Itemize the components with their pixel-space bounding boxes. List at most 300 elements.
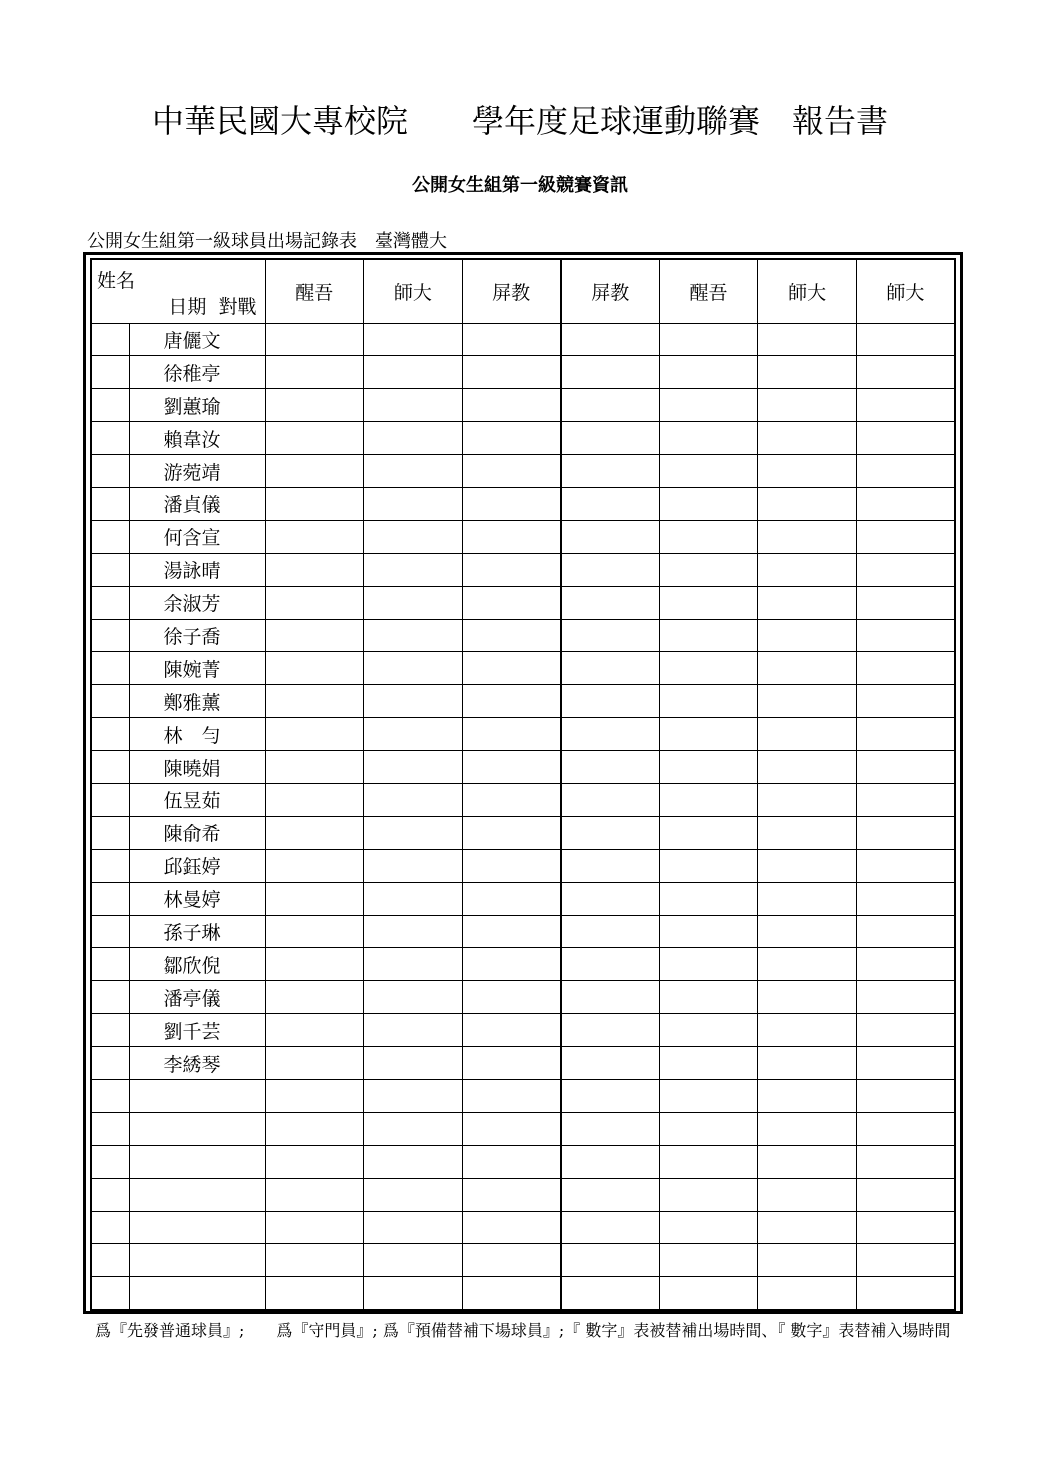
player-name-cell: 伍昱茹 <box>129 783 265 816</box>
appearance-cell[interactable] <box>659 816 758 849</box>
appearance-cell[interactable] <box>856 718 955 751</box>
appearance-cell[interactable] <box>462 718 561 751</box>
appearance-cell[interactable] <box>856 422 955 455</box>
row-mark-cell[interactable] <box>91 685 129 718</box>
appearance-cell[interactable] <box>659 487 758 520</box>
player-name-cell: 余淑芳 <box>129 586 265 619</box>
appearance-cell[interactable] <box>265 915 364 948</box>
appearance-cell[interactable] <box>462 849 561 882</box>
appearance-cell[interactable] <box>659 882 758 915</box>
row-mark-cell[interactable] <box>91 1014 129 1047</box>
appearance-cell[interactable] <box>856 1014 955 1047</box>
appearance-cell[interactable] <box>561 751 660 784</box>
row-mark-cell[interactable] <box>91 1277 129 1310</box>
appearance-cell[interactable] <box>265 619 364 652</box>
appearance-cell[interactable] <box>561 356 660 389</box>
appearance-cell[interactable] <box>462 816 561 849</box>
table-row <box>91 816 955 849</box>
appearance-cell[interactable] <box>561 1145 660 1178</box>
table-row <box>91 619 955 652</box>
appearance-cell[interactable] <box>265 356 364 389</box>
table-row <box>91 948 955 981</box>
player-name-cell: 游菀靖 <box>129 455 265 488</box>
table-row <box>91 1277 955 1310</box>
appearance-cell[interactable] <box>758 1112 857 1145</box>
appearance-cell[interactable] <box>364 487 463 520</box>
appearance-cell[interactable] <box>758 520 857 553</box>
appearance-cell[interactable] <box>462 915 561 948</box>
appearance-cell[interactable] <box>462 586 561 619</box>
appearance-cell[interactable] <box>758 849 857 882</box>
table-row <box>91 783 955 816</box>
table-row <box>91 1145 955 1178</box>
appearance-cell[interactable] <box>265 1178 364 1211</box>
table-caption: 公開女生組第一級球員出場記錄表 臺灣體大 <box>87 231 447 252</box>
header-date-opponent-label: 日期 對戰 <box>168 295 257 318</box>
appearance-cell[interactable] <box>561 389 660 422</box>
row-mark-cell[interactable] <box>91 323 129 356</box>
header-name-date-cell <box>91 259 265 323</box>
appearance-cell[interactable] <box>364 915 463 948</box>
table-row <box>91 1112 955 1145</box>
appearance-cell[interactable] <box>856 751 955 784</box>
player-name-cell: 劉蕙瑜 <box>129 389 265 422</box>
appearance-cell[interactable] <box>659 948 758 981</box>
appearance-cell[interactable] <box>856 389 955 422</box>
appearance-cell[interactable] <box>856 1178 955 1211</box>
appearance-cell[interactable] <box>561 1178 660 1211</box>
appearance-cell[interactable] <box>659 520 758 553</box>
appearance-cell[interactable] <box>265 652 364 685</box>
appearance-cell[interactable] <box>265 1112 364 1145</box>
appearance-cell[interactable] <box>462 882 561 915</box>
player-name-cell <box>129 1112 265 1145</box>
appearance-cell[interactable] <box>265 487 364 520</box>
appearance-cell[interactable] <box>561 882 660 915</box>
appearance-cell[interactable] <box>462 389 561 422</box>
appearance-cell[interactable] <box>758 981 857 1014</box>
appearance-cell[interactable] <box>758 1047 857 1080</box>
appearance-cell[interactable] <box>364 389 463 422</box>
appearance-cell[interactable] <box>364 1244 463 1277</box>
appearance-cell[interactable] <box>265 882 364 915</box>
appearance-cell[interactable] <box>659 553 758 586</box>
header-name-label: 姓名 <box>97 270 136 292</box>
appearance-cell[interactable] <box>758 783 857 816</box>
appearance-cell[interactable] <box>364 1178 463 1211</box>
appearance-cell[interactable] <box>659 619 758 652</box>
appearance-cell[interactable] <box>265 586 364 619</box>
appearance-cell[interactable] <box>462 487 561 520</box>
row-mark-cell[interactable] <box>91 1079 129 1112</box>
appearance-cell[interactable] <box>659 652 758 685</box>
table-row <box>91 751 955 784</box>
appearance-cell[interactable] <box>265 1211 364 1244</box>
appearance-cell[interactable] <box>659 685 758 718</box>
row-mark-cell[interactable] <box>91 389 129 422</box>
appearance-cell[interactable] <box>364 1211 463 1244</box>
legend-footnote: 爲『先發普通球員』; 爲『守門員』; 爲『預備替補下場球員』;『 數字』表被替補出場時間、『 數字』表替補入場時間 <box>95 1321 951 1340</box>
player-name-cell: 陳曉娟 <box>129 751 265 784</box>
appearance-cell[interactable] <box>364 1277 463 1310</box>
page-title: 中華民國大專校院 學年度足球運動聯賽 報告書 <box>151 102 888 140</box>
appearance-cell[interactable] <box>561 455 660 488</box>
appearance-cell[interactable] <box>856 487 955 520</box>
row-mark-cell[interactable] <box>91 586 129 619</box>
appearance-cell[interactable] <box>561 685 660 718</box>
appearance-cell[interactable] <box>462 1047 561 1080</box>
appearance-cell[interactable] <box>364 718 463 751</box>
table-row <box>91 356 955 389</box>
appearance-cell[interactable] <box>659 981 758 1014</box>
appearance-cell[interactable] <box>758 586 857 619</box>
row-mark-cell[interactable] <box>91 553 129 586</box>
appearance-cell[interactable] <box>462 1211 561 1244</box>
appearance-cell[interactable] <box>561 948 660 981</box>
player-name-cell: 劉千芸 <box>129 1014 265 1047</box>
appearance-cell[interactable] <box>758 948 857 981</box>
appearance-cell[interactable] <box>364 849 463 882</box>
appearance-cell[interactable] <box>265 553 364 586</box>
appearance-cell[interactable] <box>561 553 660 586</box>
appearance-cell[interactable] <box>758 487 857 520</box>
table-row <box>91 1178 955 1211</box>
appearance-cell[interactable] <box>758 455 857 488</box>
appearance-cell[interactable] <box>265 685 364 718</box>
appearance-cell[interactable] <box>856 915 955 948</box>
appearance-cell[interactable] <box>561 619 660 652</box>
appearance-cell[interactable] <box>364 1047 463 1080</box>
appearance-cell[interactable] <box>758 1178 857 1211</box>
table-row <box>91 718 955 751</box>
appearance-cell[interactable] <box>659 1211 758 1244</box>
row-mark-cell[interactable] <box>91 487 129 520</box>
appearance-cell[interactable] <box>561 487 660 520</box>
appearance-cell[interactable] <box>659 1079 758 1112</box>
appearance-cell[interactable] <box>659 1277 758 1310</box>
player-name-cell: 李綉琴 <box>129 1047 265 1080</box>
appearance-cell[interactable] <box>364 1112 463 1145</box>
appearance-cell[interactable] <box>462 520 561 553</box>
appearance-cell[interactable] <box>462 1178 561 1211</box>
appearance-cell[interactable] <box>659 1014 758 1047</box>
table-row <box>91 455 955 488</box>
appearance-cell[interactable] <box>364 619 463 652</box>
appearance-cell[interactable] <box>265 718 364 751</box>
appearance-cell[interactable] <box>758 915 857 948</box>
appearance-cell[interactable] <box>561 1079 660 1112</box>
appearance-cell[interactable] <box>265 1014 364 1047</box>
row-mark-cell[interactable] <box>91 1211 129 1244</box>
appearance-cell[interactable] <box>659 586 758 619</box>
appearance-cell[interactable] <box>659 783 758 816</box>
table-header-row <box>91 259 955 323</box>
appearance-cell[interactable] <box>856 882 955 915</box>
row-mark-cell[interactable] <box>91 1178 129 1211</box>
appearance-cell[interactable] <box>758 389 857 422</box>
row-mark-cell[interactable] <box>91 1112 129 1145</box>
appearance-cell[interactable] <box>856 619 955 652</box>
appearance-cell[interactable] <box>364 520 463 553</box>
appearance-cell[interactable] <box>561 849 660 882</box>
row-mark-cell[interactable] <box>91 1145 129 1178</box>
appearance-cell[interactable] <box>561 586 660 619</box>
appearance-cell[interactable] <box>856 783 955 816</box>
appearance-cell[interactable] <box>659 323 758 356</box>
opponent-header: 屏教 <box>561 259 660 323</box>
table-row <box>91 1079 955 1112</box>
appearance-cell[interactable] <box>462 948 561 981</box>
appearance-cell[interactable] <box>364 981 463 1014</box>
appearance-cell[interactable] <box>659 915 758 948</box>
appearance-cell[interactable] <box>758 816 857 849</box>
player-name-cell <box>129 1244 265 1277</box>
player-name-cell: 林 勻 <box>129 718 265 751</box>
opponent-header: 醒吾 <box>265 259 364 323</box>
appearance-cell[interactable] <box>265 1244 364 1277</box>
row-mark-cell[interactable] <box>91 455 129 488</box>
player-name-cell <box>129 1277 265 1310</box>
appearance-cell[interactable] <box>265 816 364 849</box>
appearance-cell[interactable] <box>758 1244 857 1277</box>
appearance-cell[interactable] <box>462 1244 561 1277</box>
appearance-cell[interactable] <box>758 1079 857 1112</box>
appearance-cell[interactable] <box>265 1047 364 1080</box>
appearance-cell[interactable] <box>758 718 857 751</box>
appearance-cell[interactable] <box>561 783 660 816</box>
player-name-cell <box>129 1178 265 1211</box>
appearance-cell[interactable] <box>462 356 561 389</box>
table-row <box>91 1244 955 1277</box>
row-mark-cell[interactable] <box>91 783 129 816</box>
appearance-cell[interactable] <box>265 389 364 422</box>
appearance-cell[interactable] <box>561 652 660 685</box>
row-mark-cell[interactable] <box>91 915 129 948</box>
appearance-cell[interactable] <box>265 1145 364 1178</box>
table-row <box>91 422 955 455</box>
appearance-cell[interactable] <box>758 685 857 718</box>
player-name-cell <box>129 1145 265 1178</box>
appearance-cell[interactable] <box>462 619 561 652</box>
appearance-cell[interactable] <box>462 1145 561 1178</box>
appearance-cell[interactable] <box>364 553 463 586</box>
appearance-cell[interactable] <box>364 586 463 619</box>
player-name-cell <box>129 1079 265 1112</box>
appearance-cell[interactable] <box>758 882 857 915</box>
appearance-cell[interactable] <box>758 652 857 685</box>
appearance-cell[interactable] <box>462 323 561 356</box>
appearance-cell[interactable] <box>758 356 857 389</box>
appearance-cell[interactable] <box>364 685 463 718</box>
appearance-cell[interactable] <box>856 948 955 981</box>
appearance-cell[interactable] <box>265 422 364 455</box>
row-mark-cell[interactable] <box>91 356 129 389</box>
opponent-header: 師大 <box>364 259 463 323</box>
appearance-cell[interactable] <box>561 718 660 751</box>
table-row <box>91 882 955 915</box>
appearance-cell[interactable] <box>462 422 561 455</box>
appearance-cell[interactable] <box>462 652 561 685</box>
row-mark-cell[interactable] <box>91 520 129 553</box>
appearance-cell[interactable] <box>364 1014 463 1047</box>
appearance-cell[interactable] <box>364 1079 463 1112</box>
appearance-cell[interactable] <box>561 816 660 849</box>
appearance-cell[interactable] <box>659 1178 758 1211</box>
appearance-cell[interactable] <box>659 389 758 422</box>
appearance-cell[interactable] <box>364 816 463 849</box>
appearance-cell[interactable] <box>462 783 561 816</box>
appearance-cell[interactable] <box>856 455 955 488</box>
appearance-cell[interactable] <box>364 948 463 981</box>
appearance-cell[interactable] <box>856 1112 955 1145</box>
appearance-cell[interactable] <box>856 553 955 586</box>
table-row <box>91 487 955 520</box>
row-mark-cell[interactable] <box>91 981 129 1014</box>
appearance-cell[interactable] <box>265 455 364 488</box>
player-name-cell: 鄭雅薰 <box>129 685 265 718</box>
row-mark-cell[interactable] <box>91 882 129 915</box>
appearance-cell[interactable] <box>561 1211 660 1244</box>
row-mark-cell[interactable] <box>91 718 129 751</box>
appearance-cell[interactable] <box>364 323 463 356</box>
appearance-cell[interactable] <box>561 981 660 1014</box>
appearance-cell[interactable] <box>659 1112 758 1145</box>
appearance-cell[interactable] <box>856 356 955 389</box>
appearance-cell[interactable] <box>265 323 364 356</box>
appearance-cell[interactable] <box>364 751 463 784</box>
appearance-cell[interactable] <box>561 323 660 356</box>
appearance-cell[interactable] <box>265 751 364 784</box>
appearance-cell[interactable] <box>462 1112 561 1145</box>
opponent-header: 屏教 <box>462 259 561 323</box>
appearance-cell[interactable] <box>364 882 463 915</box>
appearance-cell[interactable] <box>462 1277 561 1310</box>
appearance-cell[interactable] <box>561 520 660 553</box>
appearance-cell[interactable] <box>856 981 955 1014</box>
appearance-cell[interactable] <box>856 652 955 685</box>
table-row <box>91 323 955 356</box>
appearance-cell[interactable] <box>856 1244 955 1277</box>
appearance-cell[interactable] <box>462 751 561 784</box>
table-row <box>91 1047 955 1080</box>
row-mark-cell[interactable] <box>91 422 129 455</box>
appearance-cell[interactable] <box>561 1112 660 1145</box>
appearance-cell[interactable] <box>659 422 758 455</box>
appearance-cell[interactable] <box>265 849 364 882</box>
appearance-cell[interactable] <box>462 455 561 488</box>
appearance-cell[interactable] <box>856 520 955 553</box>
appearance-cell[interactable] <box>265 981 364 1014</box>
appearance-cell[interactable] <box>758 422 857 455</box>
appearance-cell[interactable] <box>659 1047 758 1080</box>
appearance-cell[interactable] <box>265 783 364 816</box>
appearance-cell[interactable] <box>758 553 857 586</box>
appearance-cell[interactable] <box>265 948 364 981</box>
appearance-cell[interactable] <box>758 1014 857 1047</box>
appearance-cell[interactable] <box>265 1079 364 1112</box>
table-row <box>91 981 955 1014</box>
row-mark-cell[interactable] <box>91 619 129 652</box>
appearance-cell[interactable] <box>856 1211 955 1244</box>
row-mark-cell[interactable] <box>91 751 129 784</box>
appearance-cell[interactable] <box>659 455 758 488</box>
table-row <box>91 915 955 948</box>
player-name-cell: 鄒欣倪 <box>129 948 265 981</box>
appearance-cell[interactable] <box>265 520 364 553</box>
appearance-cell[interactable] <box>659 849 758 882</box>
appearance-cell[interactable] <box>561 915 660 948</box>
appearance-cell[interactable] <box>758 323 857 356</box>
appearance-cell[interactable] <box>758 1211 857 1244</box>
appearance-cell[interactable] <box>856 1145 955 1178</box>
appearance-cell[interactable] <box>659 356 758 389</box>
appearance-cell[interactable] <box>364 356 463 389</box>
appearance-cell[interactable] <box>364 652 463 685</box>
player-appearance-table <box>90 258 956 1311</box>
row-mark-cell[interactable] <box>91 652 129 685</box>
appearance-cell[interactable] <box>462 685 561 718</box>
appearance-cell[interactable] <box>659 718 758 751</box>
row-mark-cell[interactable] <box>91 948 129 981</box>
appearance-cell[interactable] <box>659 1244 758 1277</box>
appearance-cell[interactable] <box>364 422 463 455</box>
row-mark-cell[interactable] <box>91 1047 129 1080</box>
appearance-cell[interactable] <box>659 1145 758 1178</box>
appearance-cell[interactable] <box>462 1079 561 1112</box>
table-row <box>91 586 955 619</box>
appearance-cell[interactable] <box>462 1014 561 1047</box>
player-name-cell <box>129 1211 265 1244</box>
appearance-cell[interactable] <box>856 323 955 356</box>
appearance-cell[interactable] <box>856 1277 955 1310</box>
player-name-cell: 潘亭儀 <box>129 981 265 1014</box>
appearance-cell[interactable] <box>462 553 561 586</box>
row-mark-cell[interactable] <box>91 849 129 882</box>
appearance-cell[interactable] <box>856 586 955 619</box>
player-name-cell: 何含宣 <box>129 520 265 553</box>
player-name-cell: 徐稚亭 <box>129 356 265 389</box>
appearance-cell[interactable] <box>659 751 758 784</box>
appearance-cell[interactable] <box>856 1047 955 1080</box>
appearance-cell[interactable] <box>856 1079 955 1112</box>
appearance-cell[interactable] <box>758 619 857 652</box>
player-name-cell: 徐子喬 <box>129 619 265 652</box>
appearance-cell[interactable] <box>561 1244 660 1277</box>
appearance-cell[interactable] <box>462 981 561 1014</box>
page-subtitle: 公開女生組第一級競賽資訊 <box>412 175 628 196</box>
appearance-cell[interactable] <box>561 1047 660 1080</box>
row-mark-cell[interactable] <box>91 816 129 849</box>
appearance-cell[interactable] <box>364 1145 463 1178</box>
opponent-header: 師大 <box>758 259 857 323</box>
appearance-cell[interactable] <box>364 455 463 488</box>
appearance-cell[interactable] <box>856 816 955 849</box>
appearance-cell[interactable] <box>856 849 955 882</box>
player-name-cell: 潘貞儀 <box>129 487 265 520</box>
appearance-cell[interactable] <box>758 751 857 784</box>
row-mark-cell[interactable] <box>91 1244 129 1277</box>
appearance-cell[interactable] <box>758 1145 857 1178</box>
appearance-cell[interactable] <box>758 1277 857 1310</box>
appearance-cell[interactable] <box>561 1277 660 1310</box>
appearance-cell[interactable] <box>364 783 463 816</box>
appearance-cell[interactable] <box>856 685 955 718</box>
table-row <box>91 849 955 882</box>
appearance-cell[interactable] <box>561 1014 660 1047</box>
appearance-cell[interactable] <box>265 1277 364 1310</box>
table-row <box>91 520 955 553</box>
appearance-cell[interactable] <box>561 422 660 455</box>
